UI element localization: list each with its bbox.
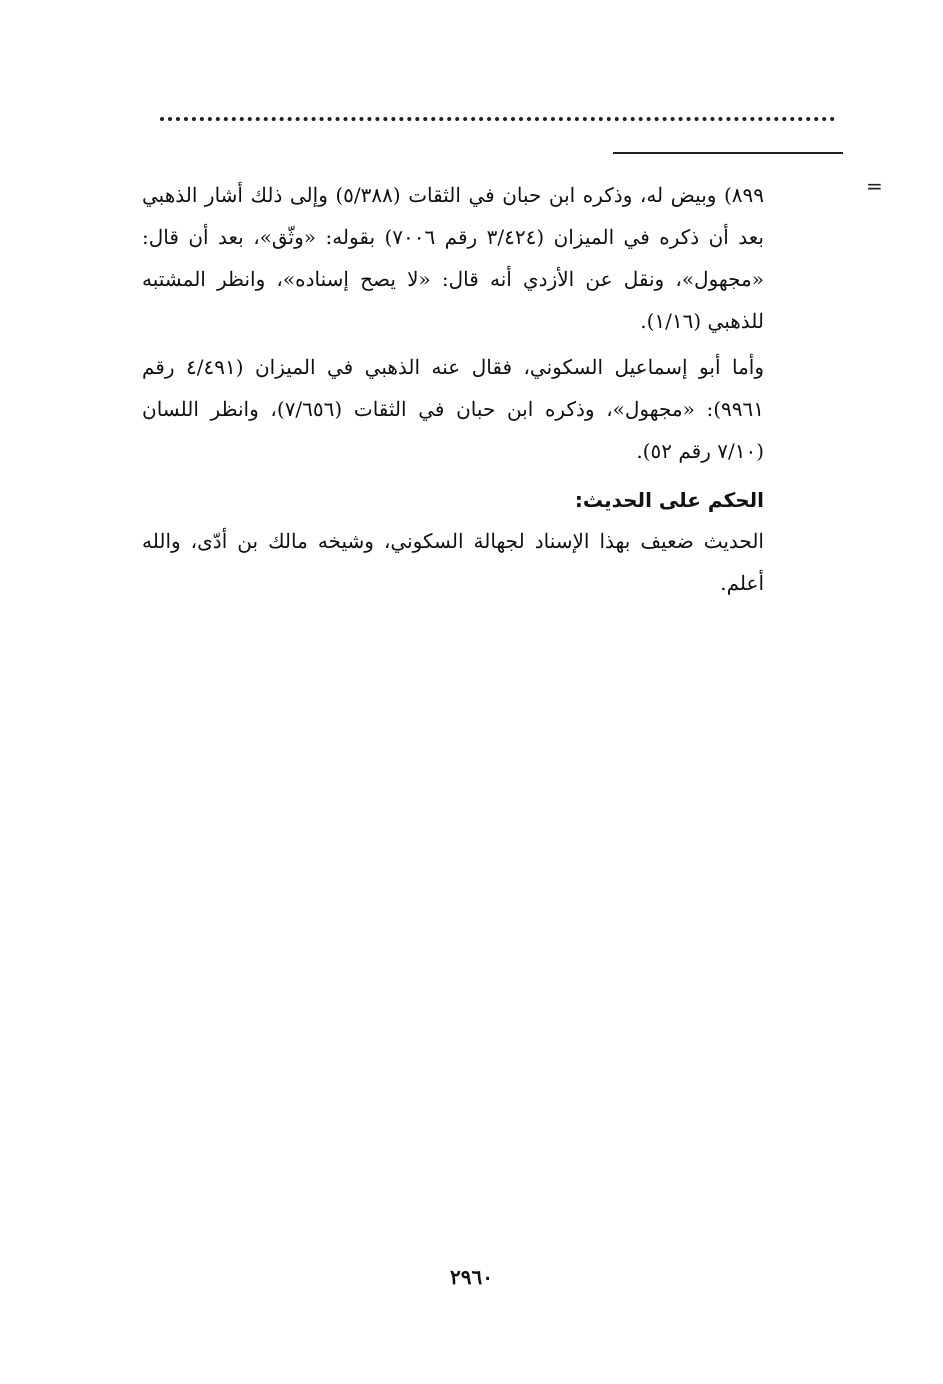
footnote-rule bbox=[613, 152, 843, 154]
ruling-heading: الحكم على الحديث: bbox=[574, 488, 764, 512]
continuation-mark: = bbox=[866, 174, 883, 198]
footnote-paragraph: ٨٩٩) وبيض له، وذكره ابن حبان في الثقات (٥/٣٨٨) وإلى ذلك أشار الذهبي بعد أن ذكره في الميزان (٣/٤٢٤ رقم ٧٠٠٦) بقوله: «وثّق»، بعد أن قال: «مجهول»، ونقل عن الأزدي أنه قال: «لا يصح إسناده»، وانظر المشتبه للذهبي (١/١٦). bbox=[142, 183, 764, 333]
narrator-paragraph: وأما أبو إسماعيل السكوني، فقال عنه الذهبي في الميزان (٤/٤٩١ رقم ٩٩٦١): «مجهول»، وذكره ابن حبان في الثقات (٧/٦٥٦)، وانظر اللسان (٧/١٠ رقم ٥٢). bbox=[142, 355, 765, 463]
page-number: ٢٩٦٠ bbox=[450, 1265, 493, 1289]
dotted-separator bbox=[160, 117, 835, 121]
ruling-paragraph: الحديث ضعيف بهذا الإسناد لجهالة السكوني، وشيخه مالك بن أدّى، والله أعلم. bbox=[142, 529, 764, 595]
